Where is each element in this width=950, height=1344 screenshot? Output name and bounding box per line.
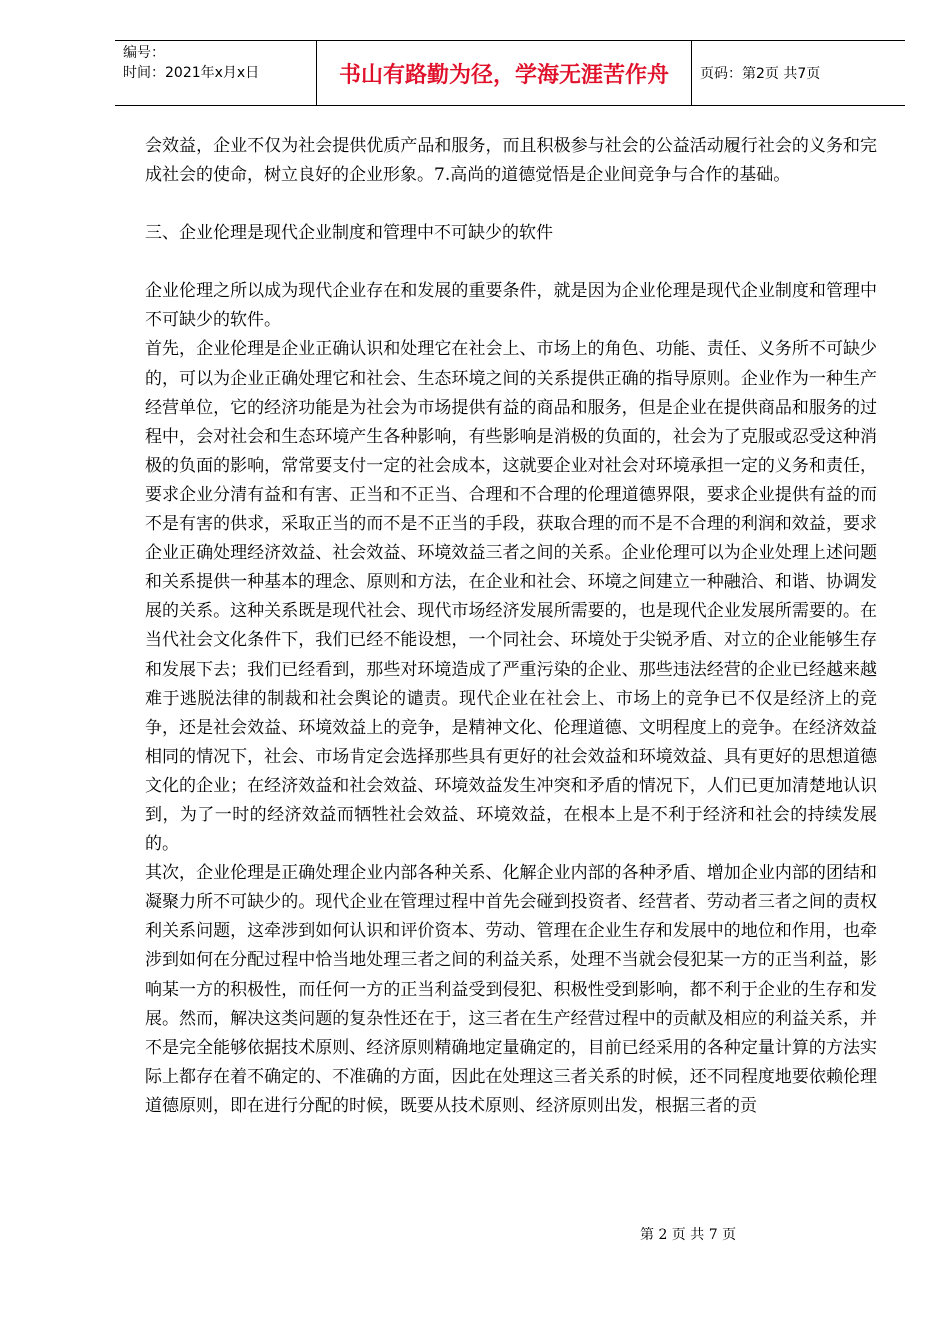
time-label: 时间：2021年x月x日 (123, 65, 260, 81)
paragraph-second: 其次，企业伦理是正确处理企业内部各种关系、化解企业内部的各种矛盾、增加企业内部的团结和凝聚力所不可缺少的。现代企业在管理过程中首先会碰到投资者、经营者、劳动者三者之间的责权利关系问题，这牵涉到如何认识和评价资本、劳动、管理在企业生存和发展中的地位和作用，也牵涉到如何在分配过程中恰当地处理三者之间的利益关系，处理不当就会侵犯某一方的正当利益，影响某一方的积极性，而任何一方的正当利益受到侵犯、积极性受到影响，都不利于企业的生存和发展。然而，解决这类问题的复杂性还在于，这三者在生产经营过程中的贡献及相应的利益关系，并不是完全能够依据技术原则、经济原则精确地定量确定的，目前已经采用的各种定量计算的方法实际上都存在着不确定的、不准确的方面，因此在处理这三者关系的时候，还不同程度地要依赖伦理道德原则，即在进行分配的时候，既要从技术原则、经济原则出发，根据三者的贡 (145, 863, 877, 1116)
header-page-info: 页码：第2页 共7页 (700, 66, 821, 82)
section-heading: 三、企业伦理是现代企业制度和管理中不可缺少的软件 (145, 223, 553, 244)
header-meta (115, 41, 317, 105)
paragraph-first: 首先，企业伦理是企业正确认识和处理它在社会上、市场上的角色、功能、责任、义务所不可缺少的，可以为企业正确处理它和社会、生态环境之间的关系提供正确的指导原则。企业作为一种生产经营单位，它的经济功能是为社会为市场提供有益的商品和服务，但是企业在提供商品和服务的过程中，会对社会和生态环境产生各种影响，有些影响是消极的负面的，社会为了克服或忍受这种消极的负面的影响，常常要支付一定的社会成本，这就要企业对社会对环境承担一定的义务和责任，要求企业分清有益和有害、正当和不正当、合理和不合理的伦理道德界限，要求企业提供有益的而不是有害的供求，采取正当的而不是不正当的手段，获取合理的而不是不合理的利润和效益，要求企业正确处理经济效益、社会效益、环境效益三者之间的关系。企业伦理可以为企业处理上述问题和关系提供一种基本的理念、原则和方法，在企业和社会、环境之间建立一种融洽、和谐、协调发展的关系。这种关系既是现代社会、现代市场经济发展所需要的，也是现代企业发展所需要的。在当代社会文化条件下，我们已经不能设想，一个同社会、环境处于尖锐矛盾、对立的企业能够生存和发展下去；我们已经看到，那些对环境造成了严重污染的企业、那些违法经营的企业已经越来越难于逃脱法律的制裁和社会舆论的谴责。现代企业在社会上、市场上的竞争已不仅是经济上的竞争，还是社会效益、环境效益上的竞争，是精神文化、伦理道德、文明程度上的竞争。在经济效益相同的情况下，社会、市场肯定会选择那些具有更好的社会效益和环境效益、具有更好的思想道德文化的企业；在经济效益和社会效益、环境效益发生冲突和矛盾的情况下，人们已更加清楚地认识到，为了一时的经济效益而牺牲社会效益、环境效益，在根本上是不利于经济和社会的持续发展的。 (145, 339, 877, 855)
document-body (145, 132, 877, 1121)
header-motto: 书山有路勤为径，学海无涯苦作舟 (317, 41, 692, 105)
paragraph-continued: 会效益，企业不仅为社会提供优质产品和服务，而且积极参与社会的公益活动履行社会的义务和完成社会的使命，树立良好的企业形象。7.高尚的道德觉悟是企业间竞争与合作的基础。 (145, 136, 877, 186)
page-footer: 第 2 页 共 7 页 (640, 1227, 737, 1243)
paragraph-intro: 企业伦理之所以成为现代企业存在和发展的重要条件，就是因为企业伦理是现代企业制度和管理中不可缺少的软件。 (145, 281, 877, 331)
number-label: 编号： (123, 45, 165, 61)
page-header (115, 40, 905, 106)
